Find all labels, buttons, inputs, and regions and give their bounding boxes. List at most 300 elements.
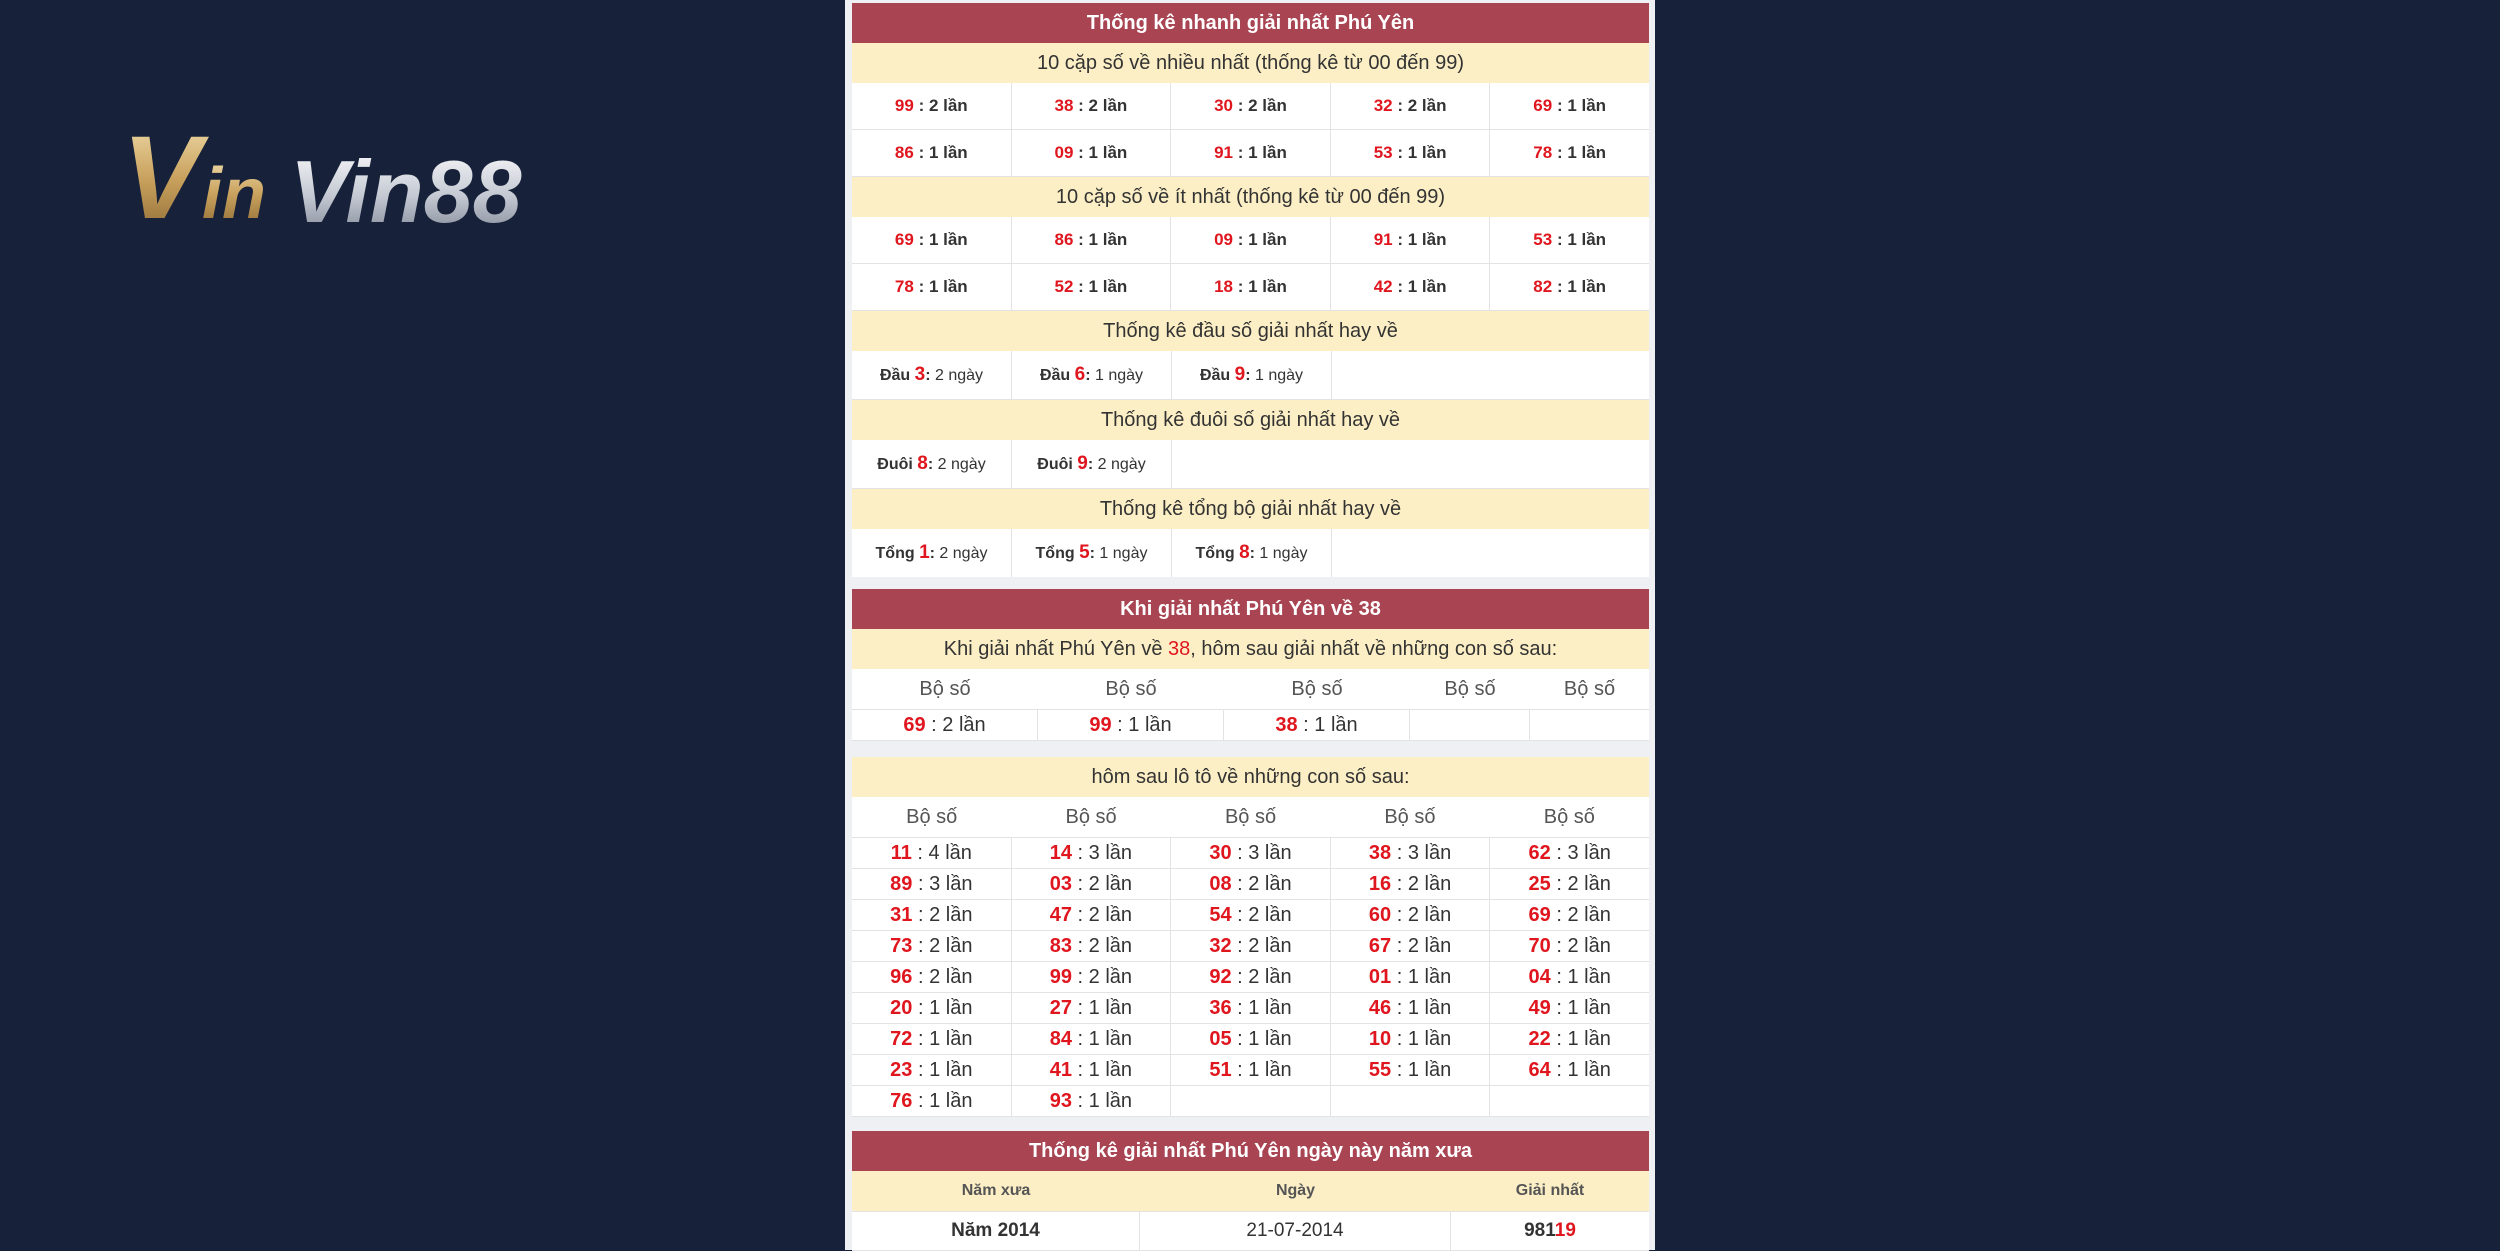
number-cell [1012, 838, 1172, 868]
number-value: 93 [1049, 1090, 1072, 1112]
tong-number: 1 [919, 542, 930, 563]
number-cell [1171, 264, 1331, 310]
tong-label: Tổng [1195, 545, 1235, 562]
duoi-number: 9 [1077, 453, 1088, 474]
number-cell [1038, 710, 1224, 740]
number-count: : 3 lần [917, 873, 973, 895]
duoi-row [852, 440, 1649, 489]
number-cell [852, 1055, 1012, 1085]
number-value: 18 [1214, 277, 1234, 296]
number-count: : 2 lần [1556, 935, 1611, 957]
bo-so-header: Bộ số [1444, 678, 1496, 700]
number-value: 60 [1368, 904, 1392, 926]
number-value: 38 [1275, 714, 1298, 736]
tong-separator: : [1249, 545, 1255, 562]
number-value: 99 [1089, 714, 1112, 736]
number-value: 52 [1054, 277, 1074, 296]
number-value: 53 [1533, 230, 1553, 249]
loto-row [852, 838, 1649, 869]
number-value: 08 [1209, 873, 1232, 895]
tong-row [852, 529, 1649, 577]
prize-prefix: 981 [1524, 1220, 1555, 1241]
duoi-number: 8 [917, 453, 928, 474]
number-count: : 2 lần [1237, 96, 1287, 115]
duoi-item [852, 440, 1012, 488]
number-value: 86 [894, 143, 914, 162]
number-cell [1331, 869, 1491, 899]
number-count: : 2 lần [1397, 96, 1447, 115]
number-value: 11 [890, 842, 912, 864]
number-value: 69 [903, 714, 926, 736]
number-count: : 1 lần [1556, 143, 1607, 162]
number-cell [852, 83, 1012, 129]
duoi-days: 2 ngày [1097, 456, 1146, 473]
number-count: : 1 lần [917, 997, 973, 1019]
number-cell [1012, 1024, 1172, 1054]
number-value: 32 [1209, 935, 1232, 957]
number-value: 03 [1049, 873, 1072, 895]
number-cell [1331, 130, 1491, 176]
number-cell [1224, 710, 1410, 740]
number-value: 23 [890, 1059, 913, 1081]
history-panel [852, 1131, 1649, 1251]
number-value: 54 [1209, 904, 1232, 926]
number-count: : 1 lần [1396, 1028, 1452, 1050]
number-value: 38 [1054, 96, 1074, 115]
loto-row [852, 962, 1649, 993]
number-count: : 1 lần [918, 230, 968, 249]
duoi-days: 2 ngày [937, 456, 986, 473]
number-value: 25 [1528, 873, 1551, 895]
number-count: : 1 lần [1396, 1059, 1452, 1081]
duoi-title: Thống kê đuôi số giải nhất hay về [852, 400, 1649, 440]
loto-row [852, 900, 1649, 931]
history-date: 21-07-2014 [1140, 1212, 1451, 1250]
number-count: : 2 lần [917, 904, 973, 926]
number-count: : 1 lần [1077, 997, 1133, 1019]
number-count: : 2 lần [1077, 904, 1133, 926]
number-count: : 1 lần [1237, 1059, 1292, 1081]
number-count: : 1 lần [1556, 230, 1607, 249]
loto-row [852, 1086, 1649, 1117]
most-pair-row [852, 83, 1649, 130]
number-cell [852, 130, 1012, 176]
number-cell [1331, 83, 1491, 129]
khi-desc-post: , hôm sau giải nhất về những con số sau: [1190, 638, 1558, 660]
number-value: 41 [1049, 1059, 1072, 1081]
number-count: : 1 lần [1396, 997, 1452, 1019]
number-count: : 1 lần [1397, 143, 1447, 162]
tong-separator: : [1089, 545, 1095, 562]
number-count: : 1 lần [1078, 143, 1128, 162]
svg-text:V: V [122, 112, 201, 244]
most-pairs-title: 10 cặp số về nhiều nhất (thống kê từ 00 đến 99) [852, 43, 1649, 83]
number-cell [852, 264, 1012, 310]
number-value: 47 [1049, 904, 1072, 926]
number-count: : 1 lần [917, 1059, 973, 1081]
tong-item [1172, 529, 1332, 577]
number-count: : 3 lần [1237, 842, 1292, 864]
number-value: 70 [1528, 935, 1551, 957]
loto-panel [852, 757, 1649, 1117]
tong-title: Thống kê tổng bộ giải nhất hay về [852, 489, 1649, 529]
number-value: 49 [1528, 997, 1551, 1019]
number-value: 05 [1209, 1028, 1232, 1050]
number-count: : 2 lần [1237, 873, 1292, 895]
number-count: : 2 lần [1237, 904, 1292, 926]
number-value: 30 [1209, 842, 1232, 864]
number-value: 20 [890, 997, 913, 1019]
tong-label: Tổng [1035, 545, 1075, 562]
bo-so-header: Bộ số [1563, 678, 1616, 700]
number-cell [1012, 1086, 1172, 1116]
col-prize-header: Giải nhất [1515, 1182, 1585, 1199]
number-count: : 2 lần [1556, 904, 1611, 926]
number-cell [852, 931, 1012, 961]
number-value: 38 [1368, 842, 1392, 864]
number-cell [1331, 1024, 1491, 1054]
loto-header: Bộ số [1543, 806, 1595, 828]
duoi-label: Đuôi [877, 456, 913, 473]
number-value: 69 [1528, 904, 1551, 926]
number-count: : 1 lần [1237, 997, 1292, 1019]
number-cell [1331, 838, 1491, 868]
number-value: 73 [890, 935, 913, 957]
khi-values [852, 709, 1649, 741]
col-year-header: Năm xưa [961, 1182, 1031, 1199]
number-count: : 2 lần [1556, 873, 1611, 895]
number-value: 91 [1214, 143, 1234, 162]
number-cell [1331, 931, 1491, 961]
number-value: 86 [1054, 230, 1074, 249]
number-cell [1171, 838, 1331, 868]
number-cell [1171, 931, 1331, 961]
number-cell [1171, 130, 1331, 176]
number-count: : 2 lần [931, 714, 986, 736]
number-cell [1490, 993, 1649, 1023]
number-count: : 1 lần [1117, 714, 1172, 736]
dau-number: 9 [1234, 364, 1246, 385]
number-cell [1171, 217, 1331, 263]
number-cell [1530, 710, 1649, 740]
number-cell [852, 710, 1038, 740]
number-cell [1490, 869, 1649, 899]
number-count: : 2 lần [918, 96, 968, 115]
tong-days: 1 ngày [1259, 545, 1308, 562]
loto-title: hôm sau lô tô về những con số sau: [852, 757, 1649, 797]
number-cell [1490, 931, 1649, 961]
dau-days: 1 ngày [1255, 367, 1304, 384]
number-cell [1171, 1086, 1331, 1116]
number-cell [1012, 1055, 1172, 1085]
number-count: : 2 lần [1077, 873, 1133, 895]
number-value: 67 [1368, 935, 1392, 957]
number-count: : 2 lần [1237, 935, 1292, 957]
statistics-column [845, 0, 1655, 1250]
number-cell [1490, 130, 1649, 176]
number-count: : 2 lần [1237, 966, 1292, 988]
number-cell [1331, 962, 1491, 992]
number-cell [1490, 962, 1649, 992]
number-value: 31 [890, 904, 913, 926]
number-cell [1490, 217, 1649, 263]
number-count: : 1 lần [1556, 966, 1611, 988]
dau-days: 1 ngày [1095, 367, 1144, 384]
number-count: : 3 lần [1556, 842, 1611, 864]
dau-item [852, 351, 1012, 399]
quick-stats-title: Thống kê nhanh giải nhất Phú Yên [852, 3, 1649, 43]
number-cell [1171, 993, 1331, 1023]
dau-number: 3 [914, 364, 926, 385]
number-value: 30 [1214, 96, 1234, 115]
number-cell [1012, 264, 1172, 310]
number-cell [1490, 1086, 1649, 1116]
loto-headers [852, 797, 1649, 837]
number-count: : 1 lần [1556, 96, 1607, 115]
loto-row [852, 1055, 1649, 1086]
number-count: : 2 lần [1077, 966, 1133, 988]
number-value: 99 [894, 96, 914, 115]
dau-separator: : [1085, 367, 1091, 384]
number-count: : 2 lần [1077, 935, 1133, 957]
number-count: : 2 lần [1396, 935, 1452, 957]
number-cell [1490, 83, 1649, 129]
history-title: Thống kê giải nhất Phú Yên ngày này năm xưa [852, 1131, 1649, 1171]
number-cell [1331, 993, 1491, 1023]
tong-item [852, 529, 1012, 577]
number-cell [1331, 264, 1491, 310]
history-year: Năm 2014 [852, 1212, 1140, 1250]
number-cell [1012, 83, 1172, 129]
duoi-separator: : [927, 456, 934, 473]
number-count: : 1 lần [1303, 714, 1358, 736]
number-cell [1331, 1086, 1491, 1116]
khi-headers [852, 669, 1649, 709]
loto-header: Bộ số [1224, 806, 1277, 828]
number-count: : 1 lần [1556, 1059, 1611, 1081]
dau-separator: : [925, 367, 931, 384]
number-cell [1331, 1055, 1491, 1085]
bo-so-header: Bộ số [1291, 678, 1343, 700]
number-value: 83 [1049, 935, 1072, 957]
number-value: 22 [1528, 1028, 1551, 1050]
number-value: 01 [1368, 966, 1392, 988]
history-prize [1451, 1212, 1649, 1250]
number-value: 82 [1533, 277, 1553, 296]
dau-item [1012, 351, 1172, 399]
number-value: 99 [1049, 966, 1072, 988]
number-count: : 1 lần [1237, 143, 1287, 162]
number-count: : 3 lần [1396, 842, 1452, 864]
number-count: : 1 lần [1237, 230, 1287, 249]
khi-panel [852, 589, 1649, 741]
number-count: : 3 lần [1077, 842, 1133, 864]
tong-label: Tổng [875, 545, 915, 562]
number-count: : 1 lần [1397, 277, 1447, 296]
number-value: 32 [1373, 96, 1393, 115]
loto-row [852, 1024, 1649, 1055]
number-value: 96 [890, 966, 913, 988]
number-cell [1012, 217, 1172, 263]
least-pairs-title: 10 cặp số về ít nhất (thống kê từ 00 đến 99) [852, 177, 1649, 217]
number-cell [852, 869, 1012, 899]
number-cell [1171, 900, 1331, 930]
number-cell [1171, 869, 1331, 899]
number-value: 89 [890, 873, 913, 895]
number-count: : 1 lần [1237, 277, 1287, 296]
number-value: 36 [1209, 997, 1232, 1019]
number-value: 62 [1528, 842, 1551, 864]
number-cell [852, 217, 1012, 263]
number-value: 91 [1373, 230, 1393, 249]
number-cell [1012, 869, 1172, 899]
history-header-row [852, 1171, 1649, 1212]
number-value: 16 [1368, 873, 1392, 895]
prize-tail: 19 [1554, 1220, 1576, 1241]
number-value: 09 [1214, 230, 1234, 249]
number-count: : 1 lần [1078, 277, 1128, 296]
loto-row [852, 869, 1649, 900]
number-cell [1012, 900, 1172, 930]
number-value: 51 [1209, 1059, 1232, 1081]
loto-header: Bộ số [1065, 806, 1117, 828]
number-value: 78 [894, 277, 914, 296]
khi-title: Khi giải nhất Phú Yên về 38 [852, 589, 1649, 629]
vin88-logo[interactable] [122, 112, 522, 244]
number-count: : 2 lần [1078, 96, 1128, 115]
tong-days: 2 ngày [939, 545, 988, 562]
loto-row [852, 993, 1649, 1024]
quick-stats-panel [852, 3, 1649, 577]
khi-desc-num: 38 [1168, 638, 1191, 660]
svg-text:in: in [202, 154, 266, 234]
number-value: 27 [1049, 997, 1072, 1019]
number-count: : 1 lần [918, 277, 968, 296]
number-value: 09 [1054, 143, 1074, 162]
number-count: : 1 lần [1556, 997, 1611, 1019]
number-count: : 1 lần [917, 1090, 973, 1112]
number-cell [1171, 1024, 1331, 1054]
dau-label: Đầu [1039, 367, 1071, 384]
logo-text: Vin88 [290, 142, 522, 241]
number-cell [1171, 962, 1331, 992]
number-count: : 1 lần [1077, 1090, 1133, 1112]
number-count: : 1 lần [1077, 1028, 1133, 1050]
dau-label: Đầu [879, 367, 911, 384]
tong-number: 8 [1239, 542, 1250, 563]
col-date-header: Ngày [1275, 1182, 1316, 1199]
number-count: : 1 lần [1556, 1028, 1611, 1050]
number-value: 72 [890, 1028, 913, 1050]
number-cell [1012, 130, 1172, 176]
number-value: 55 [1368, 1059, 1392, 1081]
dau-days: 2 ngày [935, 367, 984, 384]
number-value: 92 [1209, 966, 1232, 988]
number-count: : 2 lần [917, 966, 973, 988]
bo-so-header: Bộ số [1105, 678, 1157, 700]
dau-row [852, 351, 1649, 400]
khi-desc [852, 629, 1649, 669]
number-cell [1490, 838, 1649, 868]
number-count: : 1 lần [1078, 230, 1128, 249]
most-pair-row [852, 130, 1649, 177]
duoi-separator: : [1087, 456, 1094, 473]
number-value: 78 [1533, 143, 1553, 162]
number-cell [1171, 1055, 1331, 1085]
number-cell [1012, 931, 1172, 961]
number-value: 04 [1528, 966, 1551, 988]
number-count: : 1 lần [1077, 1059, 1133, 1081]
number-value: 53 [1373, 143, 1393, 162]
loto-header: Bộ số [1384, 806, 1436, 828]
tong-number: 5 [1079, 542, 1090, 563]
number-count: : 1 lần [1237, 1028, 1292, 1050]
number-count: : 1 lần [1396, 966, 1452, 988]
tong-item [1012, 529, 1172, 577]
number-cell [1012, 993, 1172, 1023]
number-value: 84 [1049, 1028, 1072, 1050]
number-count: : 1 lần [1556, 277, 1607, 296]
number-count: : 1 lần [917, 1028, 973, 1050]
number-value: 14 [1049, 842, 1072, 864]
number-value: 69 [894, 230, 914, 249]
dau-separator: : [1245, 367, 1251, 384]
number-cell [1012, 962, 1172, 992]
tong-days: 1 ngày [1099, 545, 1148, 562]
number-cell [1171, 83, 1331, 129]
number-count: : 2 lần [1396, 904, 1452, 926]
number-cell [852, 900, 1012, 930]
khi-desc-pre: Khi giải nhất Phú Yên về [943, 638, 1169, 660]
number-count: : 1 lần [1397, 230, 1447, 249]
number-value: 10 [1368, 1028, 1392, 1050]
number-cell [1331, 217, 1491, 263]
number-count: : 4 lần [917, 842, 972, 864]
number-cell [1331, 900, 1491, 930]
number-value: 46 [1368, 997, 1392, 1019]
loto-row [852, 931, 1649, 962]
number-value: 69 [1533, 96, 1553, 115]
tong-separator: : [929, 545, 935, 562]
duoi-item [1012, 440, 1172, 488]
dau-number: 6 [1074, 364, 1086, 385]
number-cell [1490, 264, 1649, 310]
number-count: : 2 lần [917, 935, 973, 957]
loto-header: Bộ số [906, 806, 958, 828]
number-cell [852, 993, 1012, 1023]
number-cell [1490, 1024, 1649, 1054]
duoi-label: Đuôi [1037, 456, 1073, 473]
number-value: 64 [1528, 1059, 1551, 1081]
number-cell [1490, 900, 1649, 930]
number-value: 42 [1373, 277, 1393, 296]
number-cell [1490, 1055, 1649, 1085]
number-cell [852, 1086, 1012, 1116]
bo-so-header: Bộ số [919, 678, 971, 700]
number-cell [852, 838, 1012, 868]
dau-title: Thống kê đầu số giải nhất hay về [852, 311, 1649, 351]
number-value: 76 [890, 1090, 913, 1112]
dau-item [1172, 351, 1332, 399]
least-pair-row [852, 217, 1649, 264]
number-cell [852, 962, 1012, 992]
least-pair-row [852, 264, 1649, 311]
number-count: : 2 lần [1396, 873, 1452, 895]
dau-label: Đầu [1199, 367, 1231, 384]
history-row [852, 1212, 1649, 1251]
number-cell [852, 1024, 1012, 1054]
number-count: : 1 lần [918, 143, 968, 162]
